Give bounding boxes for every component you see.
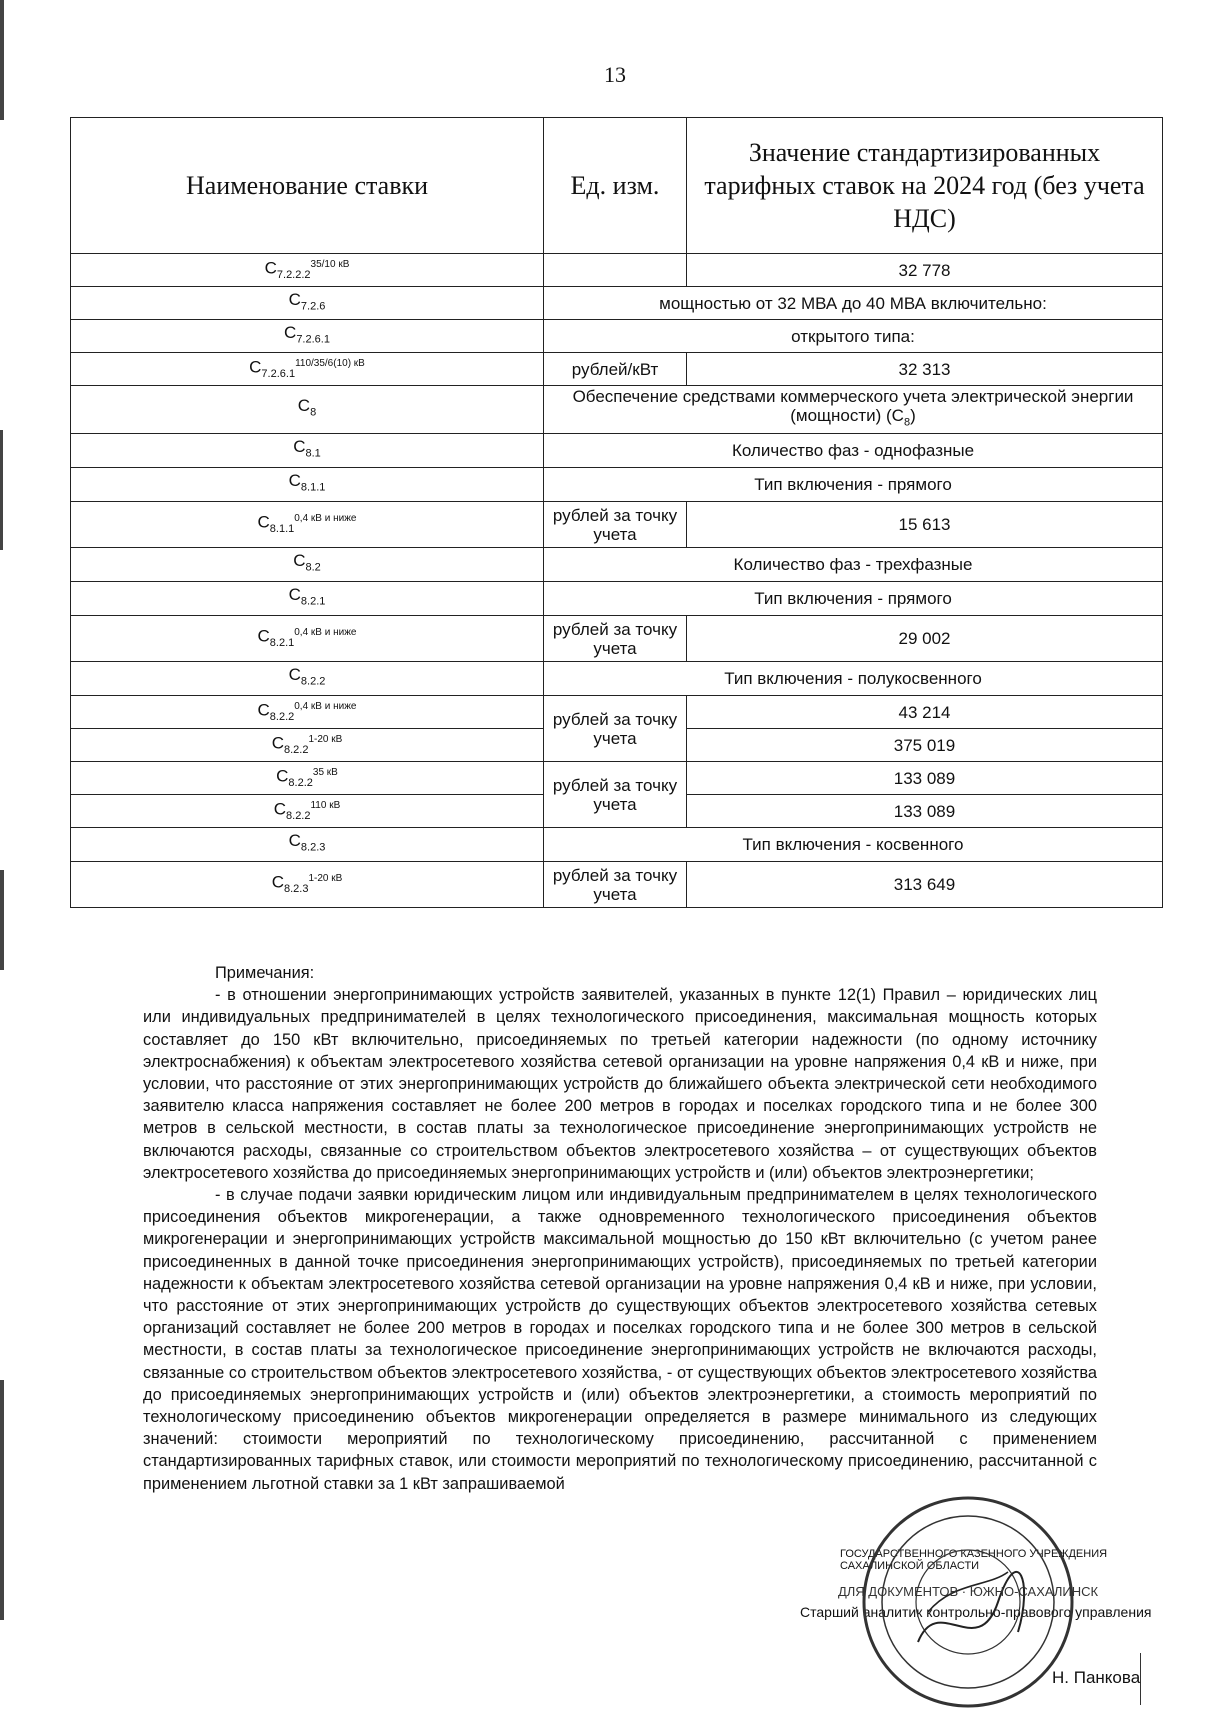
table-row	[71, 386, 1163, 434]
rate-unit: рублей за точку учета	[544, 696, 687, 762]
rate-value: 133 089	[687, 795, 1163, 828]
rate-code: $C_{8.2.3}$	[71, 828, 544, 862]
table-row	[71, 254, 1163, 287]
table-row	[71, 353, 1163, 386]
scan-edge-artifact	[0, 1380, 4, 1620]
header-rate-name: Наименование ставки	[71, 118, 544, 254]
rate-value: 32 313	[687, 353, 1163, 386]
rate-code: $C_{8.2.2}^{110 кВ}$	[71, 795, 544, 828]
table-row	[71, 502, 1163, 548]
scan-edge-artifact	[0, 0, 4, 120]
rate-code: $C_{8.2.3}^{1-20 кВ}$	[71, 862, 544, 908]
table-row	[71, 287, 1163, 320]
rate-unit: рублей за точку учета	[544, 762, 687, 828]
rate-section-desc: Тип включения - полукосвенного	[544, 662, 1163, 696]
rate-code: $C_{7.2.6}$	[71, 287, 544, 320]
rate-value: 133 089	[687, 762, 1163, 795]
stamp-text: ДЛЯ ДОКУМЕНТОВ · ЮЖНО-САХАЛИНСК	[837, 1584, 1099, 1599]
header-value: Значение стандартизированных тарифных ставок на 2024 год (без учета НДС)	[687, 118, 1163, 254]
notes-section	[143, 962, 1097, 1495]
table-row	[71, 662, 1163, 696]
table-row	[71, 468, 1163, 502]
rate-code: $C_{8.2.2}$	[71, 662, 544, 696]
rate-section-desc: открытого типа:	[544, 320, 1163, 353]
notes-heading: Примечания:	[215, 964, 315, 982]
certification-org: ГОСУДАРСТВЕННОГО КАЗЕННОГО УЧРЕЖДЕНИЯ САХАЛИНСКОЙ ОБЛАСТИ	[840, 1548, 1108, 1572]
rate-unit: рублей/кВт	[544, 353, 687, 386]
table-row	[71, 762, 1163, 795]
rate-unit: рублей за точку учета	[544, 502, 687, 548]
rate-value: 375 019	[687, 729, 1163, 762]
rate-code: $C_{8.2.2}^{1-20 кВ}$	[71, 729, 544, 762]
rate-section-desc: Количество фаз - трехфазные	[544, 548, 1163, 582]
table-row	[71, 320, 1163, 353]
rate-code: $C_{7.2.2.2}^{35/10 кВ}$	[71, 254, 544, 287]
table-row	[71, 616, 1163, 662]
rate-section-desc: Тип включения - прямого	[544, 468, 1163, 502]
rate-value: 43 214	[687, 696, 1163, 729]
page-number: 13	[604, 62, 626, 87]
table-row	[71, 434, 1163, 468]
certification-title: Старший аналитик контрольно-правового управления	[800, 1604, 1152, 1620]
rate-code: $C_{8.2.1}^{0,4 кВ и ниже}$	[71, 616, 544, 662]
table-row	[71, 696, 1163, 729]
table-row	[71, 828, 1163, 862]
rate-code: $C_8$	[71, 386, 544, 434]
rate-code: $C_{8.2.1}$	[71, 582, 544, 616]
rate-section-desc: Тип включения - прямого	[544, 582, 1163, 616]
table-header-row	[71, 118, 1163, 254]
table-row	[71, 862, 1163, 908]
rate-value: 29 002	[687, 616, 1163, 662]
rate-code: $C_{8.1}$	[71, 434, 544, 468]
rate-code: $C_{8.2.2}^{0,4 кВ и ниже}$	[71, 696, 544, 729]
rate-unit: рублей за точку учета	[544, 616, 687, 662]
rate-unit: рублей за точку учета	[544, 862, 687, 908]
rate-code: $C_{8.2.2}^{35 кВ}$	[71, 762, 544, 795]
rate-section-desc: мощностью от 32 МВА до 40 МВА включительно:	[544, 287, 1163, 320]
rate-section-desc: Обеспечение средствами коммерческого учета электрической энергии (мощности) $(C_8)$	[544, 386, 1163, 434]
rate-value: 313 649	[687, 862, 1163, 908]
header-unit: Ед. изм.	[544, 118, 687, 254]
notes-paragraph: - в отношении энергопринимающих устройств заявителей, указанных в пункте 12(1) Правил – юридических лиц или индивидуальных предпринимателей в целях технологического присоединения, максимальная мощность которых составляет до 150 кВт включительно, присоединяемых по третьей категории надежности (по одному источнику электроснабжения) к объектам электросетевого хозяйства сетевой организации на уровне напряжения 0,4 кВ и ниже, при условии, что расстояние от этих энергопринимающих устройств до ближайшего объекта электрической сети необходимого заявителю класса напряжения составляет не более 200 метров в городах и поселках городского типа и не более 300 метров в сельской местности, в состав платы за технологическое присоединение энергопринимающих устройств не включаются расходы, связанные со строительством объектов электросетевого хозяйства – от существующих объектов электросетевого хозяйства до присоединяемых энергопринимающих устройств и (или) объектов электроэнергетики;	[143, 986, 1097, 1182]
certification-name: Н. Панкова	[1052, 1668, 1141, 1687]
rate-code: $C_{8.2}$	[71, 548, 544, 582]
table-row	[71, 582, 1163, 616]
table-row	[71, 548, 1163, 582]
rate-value: 15 613	[687, 502, 1163, 548]
rate-value: 32 778	[687, 254, 1163, 287]
rate-section-desc: Тип включения - косвенного	[544, 828, 1163, 862]
notes-paragraph: - в случае подачи заявки юридическим лицом или индивидуальным предпринимателем в целях технологического присоединения объектов микрогенерации, а также одновременного технологического присоединения объектов микрогенерации и энергопринимающих устройств максимальной мощностью до 150 кВт включительно (с учетом ранее присоединенных в данной точке присоединения энергопринимающих устройств), присоединяемых по третьей категории надежности к объектам электросетевого хозяйства сетевой организации на уровне напряжения 0,4 кВ и ниже, при условии, что расстояние от этих энергопринимающих устройств до существующих объектов электросетевого хозяйства сетевых организаций составляет не более 200 метров в городах и поселках городского типа и не более 300 метров в сельской местности, в состав платы за технологическое присоединение энергопринимающих устройств не включаются расходы, связанные со строительством объектов электросетевого хозяйства, - от существующих объектов электросетевого хозяйства до присоединяемых энергопринимающих устройств и (или) объектов электроэнергетики, а стоимость мероприятий по технологическому присоединению объектов микрогенерации определяется в размере минимального из следующих значений: стоимости мероприятий по технологическому присоединению, рассчитанной с применением стандартизированных тарифных ставок, или стоимости мероприятий по технологическому присоединению, рассчитанной с применением льготной ставки за 1 кВт запрашиваемой	[143, 1186, 1097, 1493]
scan-edge-artifact	[0, 870, 4, 970]
rate-section-desc: Количество фаз - однофазные	[544, 434, 1163, 468]
rate-code: $C_{8.1.1}$	[71, 468, 544, 502]
scan-edge-artifact	[0, 430, 3, 550]
rate-code: $C_{8.1.1}^{0,4 кВ и ниже}$	[71, 502, 544, 548]
rate-unit	[544, 254, 687, 287]
rate-code: $C_{7.2.6.1}$	[71, 320, 544, 353]
signature-scribble	[918, 1572, 1024, 1642]
rate-code: $C_{7.2.6.1}^{110/35/6(10) кВ}$	[71, 353, 544, 386]
tariff-rates-table	[70, 117, 1163, 908]
